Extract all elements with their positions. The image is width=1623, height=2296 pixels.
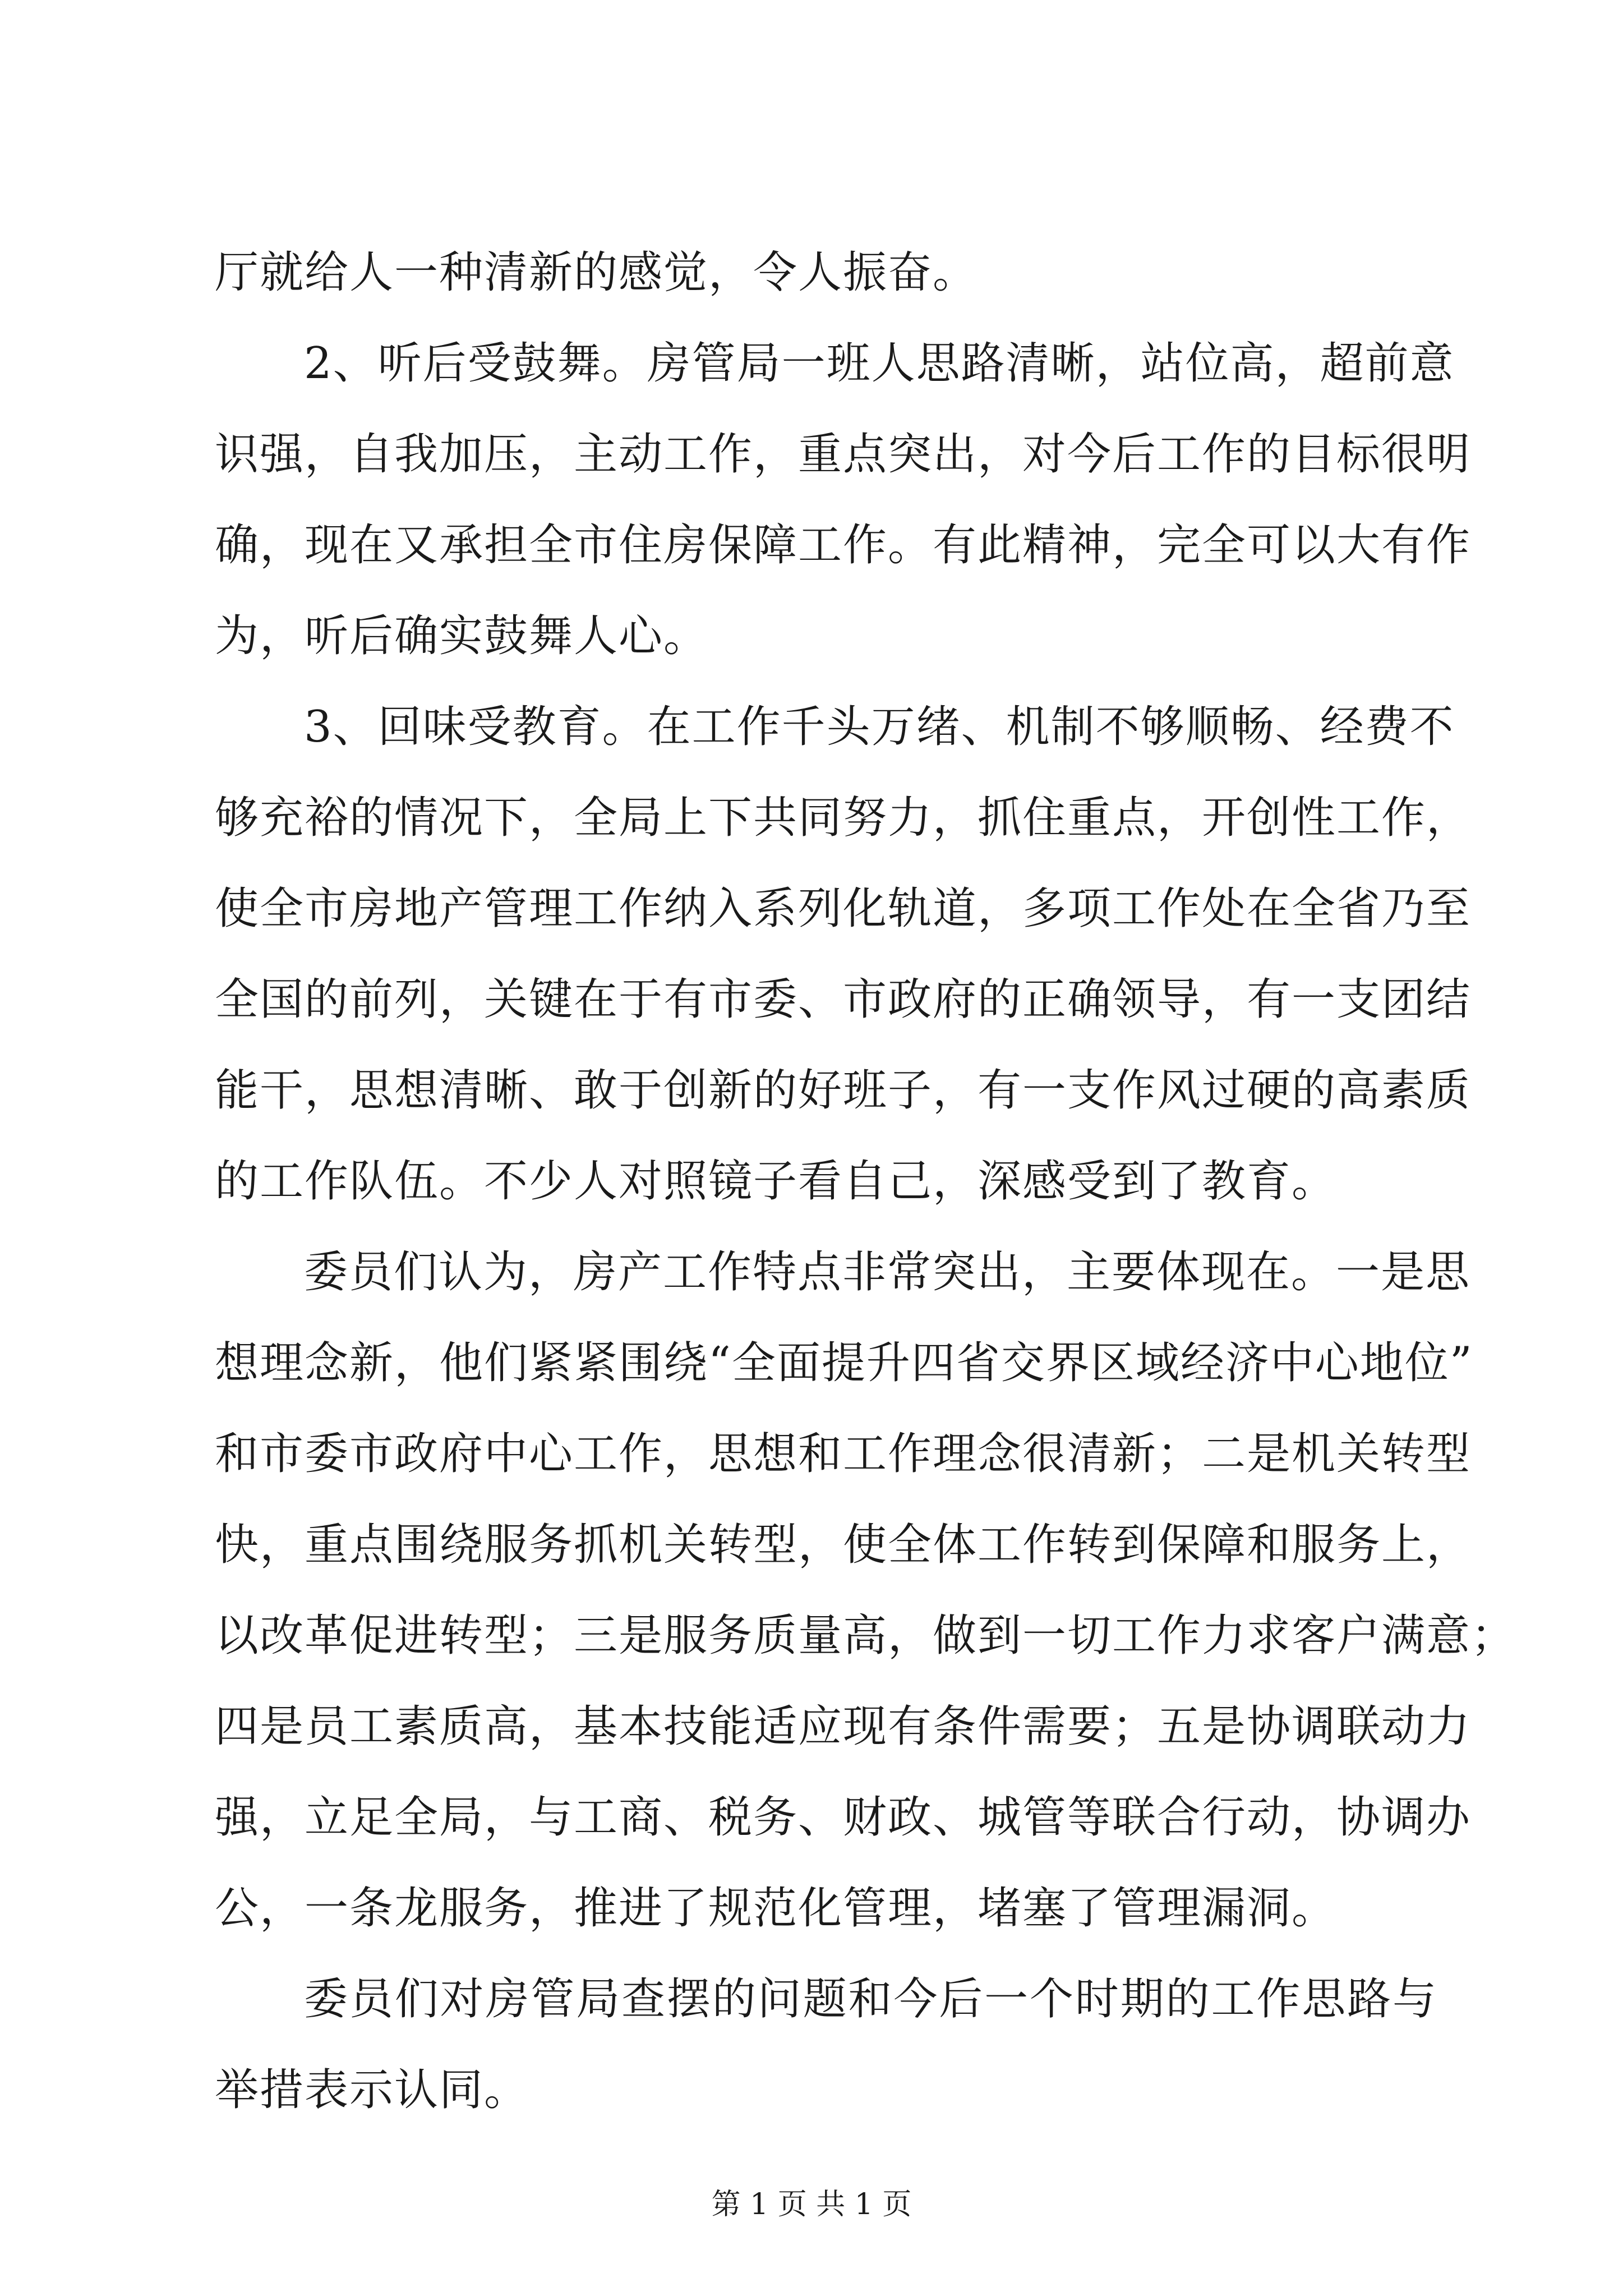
text-line: 全国的前列，关键在于有市委、市政府的正确领导，有一支团结	[215, 974, 1472, 1025]
text-line: 强，立足全局，与工商、税务、财政、城管等联合行动，协调办	[215, 1792, 1472, 1843]
text-line: 快，重点围绕服务抓机关转型，使全体工作转到保障和服务上，	[215, 1520, 1472, 1570]
text-line: 使全市房地产管理工作纳入系列化轨道，多项工作处在全省乃至	[215, 884, 1472, 934]
text-line: 确，现在又承担全市住房保障工作。有此精神，完全可以大有作	[215, 520, 1472, 570]
page-footer: 第 1 页 共 1 页	[711, 2188, 912, 2221]
text-line: 四是员工素质高，基本技能适应现有条件需要；五是协调联动力	[215, 1701, 1472, 1752]
text-line: 为，听后确实鼓舞人心。	[215, 611, 709, 661]
text-line: 委员们对房管局查摆的问题和今后一个时期的工作思路与	[304, 1974, 1437, 2024]
text-line: 2、听后受鼓舞。房管局一班人思路清晰，站位高，超前意	[304, 338, 1455, 389]
text-line: 够充裕的情况下，全局上下共同努力，抓住重点，开创性工作，	[215, 793, 1472, 843]
text-line: 公，一条龙服务，推进了规范化管理，堵塞了管理漏洞。	[215, 1883, 1337, 1934]
text-line: 能干，思想清晰、敢于创新的好班子，有一支作风过硬的高素质	[215, 1065, 1472, 1116]
text-line: 3、回味受教育。在工作千头万绪、机制不够顺畅、经费不	[304, 702, 1455, 752]
text-line: 的工作队伍。不少人对照镜子看自己，深感受到了教育。	[215, 1156, 1337, 1207]
text-line: 厅就给人一种清新的感觉，令人振奋。	[215, 247, 978, 298]
text-line: 想理念新，他们紧紧围绕“全面提升四省交界区域经济中心地位”	[215, 1338, 1473, 1388]
text-line: 举措表示认同。	[215, 2065, 529, 2115]
text-line: 和市委市政府中心工作，思想和工作理念很清新；二是机关转型	[215, 1429, 1472, 1479]
text-line: 以改革促进转型；三是服务质量高，做到一切工作力求客户满意；	[215, 1611, 1516, 1661]
text-line: 委员们认为，房产工作特点非常突出，主要体现在。一是思	[304, 1247, 1471, 1297]
text-line: 识强，自我加压，主动工作，重点突出，对今后工作的目标很明	[215, 429, 1472, 480]
